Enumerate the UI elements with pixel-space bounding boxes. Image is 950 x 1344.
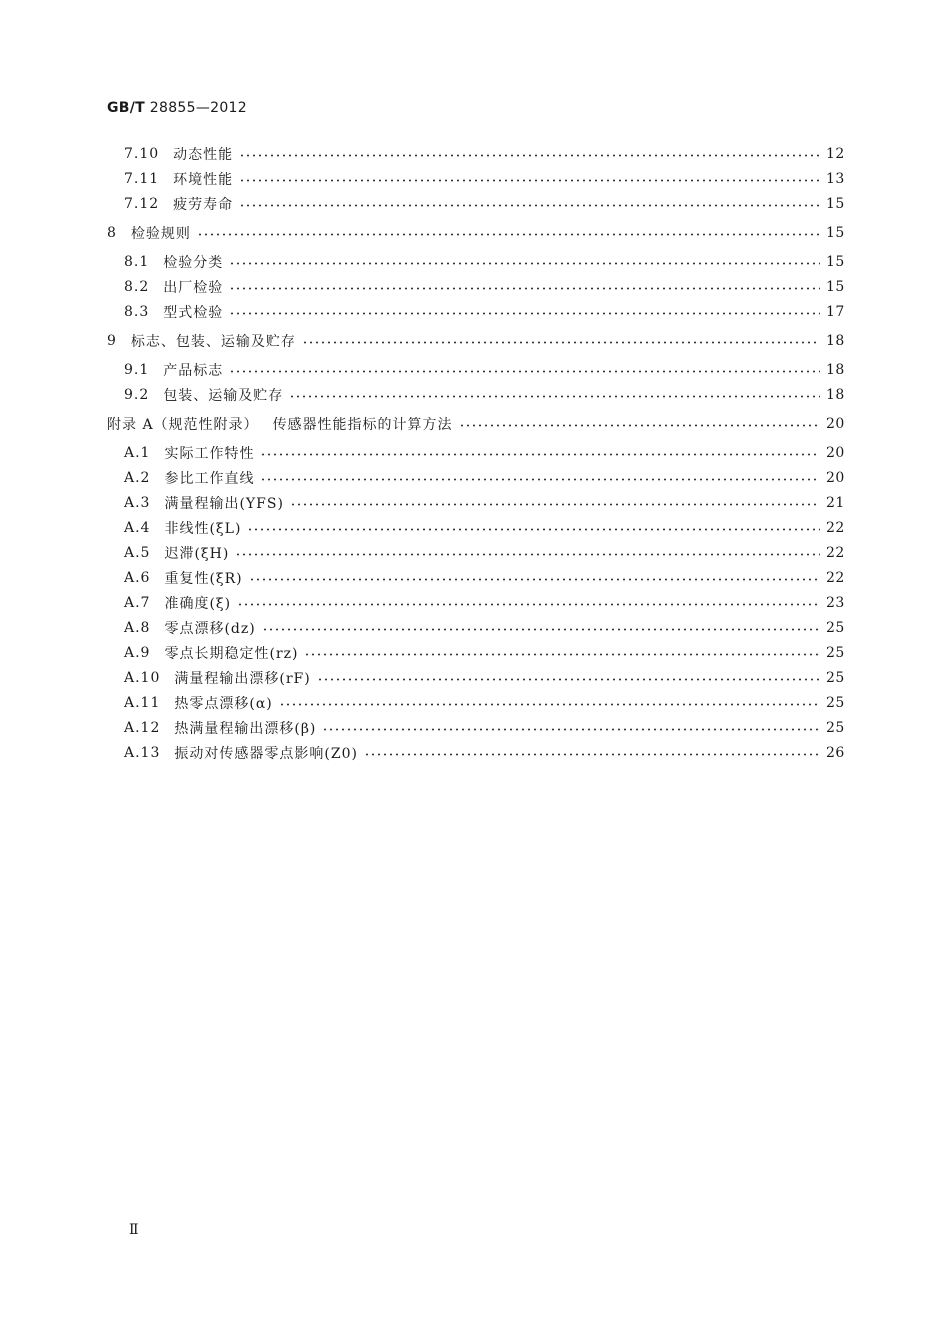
toc-entry[interactable]	[107, 565, 844, 590]
toc-entry-number: 7.11	[124, 170, 160, 187]
toc-entry-page: 20	[826, 415, 845, 432]
toc-entry[interactable]	[107, 515, 844, 540]
toc-entry-title: 振动对传感器零点影响(Z0)	[174, 745, 358, 762]
dot-leader	[229, 262, 820, 265]
toc-entry-number: A.7	[124, 594, 151, 611]
dot-leader	[260, 478, 820, 481]
toc-entry-number: A.6	[124, 569, 151, 586]
dot-leader	[229, 287, 820, 290]
toc-entry[interactable]	[107, 640, 844, 665]
toc-entry-page: 15	[826, 224, 845, 241]
toc-entry[interactable]	[107, 465, 844, 490]
toc-entry-page: 13	[826, 170, 845, 187]
toc-entry-number: A.3	[124, 494, 151, 511]
toc-entry-title: 产品标志	[163, 362, 224, 379]
toc-entry[interactable]	[107, 166, 844, 191]
toc-entry[interactable]	[107, 490, 844, 515]
toc-entry-number: 8.3	[124, 303, 150, 320]
toc-entry-number: 8.2	[124, 278, 150, 295]
toc-entry[interactable]	[107, 274, 844, 299]
dot-leader	[247, 528, 820, 531]
dot-leader	[239, 154, 820, 157]
toc-entry[interactable]	[107, 440, 844, 465]
toc-entry-page: 25	[826, 719, 845, 736]
toc-entry-page: 18	[826, 361, 845, 378]
toc-entry-title: 疲劳寿命	[173, 196, 234, 213]
dot-leader	[304, 653, 820, 656]
toc-entry-page: 22	[826, 544, 845, 561]
dot-leader	[237, 603, 820, 606]
toc-entry-number: 7.12	[124, 195, 160, 212]
toc-entry-page: 18	[826, 386, 845, 403]
toc-entry-page: 15	[826, 253, 845, 270]
toc-entry-number: A.10	[124, 669, 161, 686]
toc-entry-number: A.8	[124, 619, 151, 636]
dot-leader	[289, 395, 820, 398]
toc-entry-page: 20	[826, 444, 845, 461]
toc-entry-title: 热满量程输出漂移(β)	[174, 720, 317, 737]
toc-entry-title: 满量程输出漂移(rF)	[174, 670, 311, 687]
toc-entry[interactable]	[107, 141, 844, 166]
toc-entry[interactable]	[107, 411, 844, 436]
dot-leader	[197, 233, 820, 236]
toc-entry-number: A.4	[124, 519, 151, 536]
toc-entry[interactable]	[107, 299, 844, 324]
page-number: Ⅱ	[129, 1222, 139, 1238]
toc-entry[interactable]	[107, 382, 844, 407]
toc-entry-page: 25	[826, 694, 845, 711]
toc-entry-title: 参比工作直线	[164, 470, 255, 487]
toc-entry-title: 非线性(ξL)	[164, 520, 242, 537]
dot-leader	[239, 179, 820, 182]
toc-entry-page: 17	[826, 303, 845, 320]
toc-entry-page: 26	[826, 744, 845, 761]
toc-entry-title: 重复性(ξR)	[164, 570, 243, 587]
toc-entry-title: 迟滞(ξH)	[164, 545, 230, 562]
dot-leader	[317, 678, 820, 681]
toc-entry[interactable]	[107, 740, 844, 765]
toc-entry-title: 检验分类	[163, 254, 224, 271]
toc-entry-number: A.2	[124, 469, 151, 486]
toc-entry-title: 准确度(ξ)	[164, 595, 232, 612]
toc-entry-number: A.11	[124, 694, 161, 711]
toc-entry-title: 出厂检验	[163, 279, 224, 296]
toc-entry[interactable]	[107, 690, 844, 715]
toc-entry-title: 满量程输出(YFS)	[164, 495, 284, 512]
toc-entry-page: 15	[826, 195, 845, 212]
toc-entry-number: 附录 A（规范性附录）	[107, 416, 259, 433]
toc-entry-number: 8	[107, 224, 117, 241]
dot-leader	[279, 703, 820, 706]
dot-leader	[239, 204, 820, 207]
toc-entry-page: 25	[826, 669, 845, 686]
toc-entry-title: 传感器性能指标的计算方法	[272, 416, 453, 433]
toc-entry-page: 22	[826, 569, 845, 586]
dot-leader	[262, 628, 820, 631]
toc-entry-number: A.5	[124, 544, 151, 561]
toc-entry-title: 实际工作特性	[164, 445, 255, 462]
toc-entry-number: 9.1	[124, 361, 150, 378]
toc-entry-number: 9.2	[124, 386, 150, 403]
toc-entry-page: 21	[826, 494, 845, 511]
toc-entry[interactable]	[107, 357, 844, 382]
toc-entry-page: 25	[826, 644, 845, 661]
toc-entry-page: 12	[826, 145, 845, 162]
dot-leader	[302, 341, 820, 344]
toc-entry-title: 标志、包装、运输及贮存	[130, 333, 296, 350]
toc-entry[interactable]	[107, 715, 844, 740]
dot-leader	[459, 424, 820, 427]
toc-entry-title: 热零点漂移(α)	[174, 695, 273, 712]
toc-entry-title: 动态性能	[173, 146, 234, 163]
toc-entry-page: 15	[826, 278, 845, 295]
dot-leader	[260, 453, 820, 456]
toc-entry[interactable]	[107, 249, 844, 274]
toc-entry-title: 环境性能	[173, 171, 234, 188]
toc-entry-title: 型式检验	[163, 304, 224, 321]
toc-entry[interactable]	[107, 615, 844, 640]
toc-entry-number: A.9	[124, 644, 151, 661]
toc-entry-title: 零点长期稳定性(rz)	[164, 645, 299, 662]
toc-entry-number: 9	[107, 332, 117, 349]
toc-entry-title: 包装、运输及贮存	[163, 387, 284, 404]
dot-leader	[229, 370, 820, 373]
toc-entry-page: 25	[826, 619, 845, 636]
toc-entry-title: 检验规则	[130, 225, 191, 242]
toc-entry-page: 18	[826, 332, 845, 349]
standard-code-header	[107, 100, 247, 116]
toc-entry[interactable]	[107, 328, 844, 353]
toc-entry[interactable]	[107, 191, 844, 216]
dot-leader	[322, 728, 820, 731]
toc-entry[interactable]	[107, 590, 844, 615]
toc-entry-number: 8.1	[124, 253, 150, 270]
toc-entry-page: 23	[826, 594, 845, 611]
toc-entry[interactable]	[107, 220, 844, 245]
toc-entry-number: A.12	[124, 719, 161, 736]
dot-leader	[364, 753, 820, 756]
toc-entry[interactable]	[107, 540, 844, 565]
dot-leader	[290, 503, 820, 506]
standard-number: 28855—2012	[145, 100, 247, 116]
toc-entry-number: A.1	[124, 444, 151, 461]
dot-leader	[229, 312, 820, 315]
toc-entry-page: 22	[826, 519, 845, 536]
toc-entry-number: A.13	[124, 744, 161, 761]
toc-entry-number: 7.10	[124, 145, 160, 162]
dot-leader	[249, 578, 820, 581]
toc-entry-title: 零点漂移(dz)	[164, 620, 256, 637]
dot-leader	[235, 553, 820, 556]
toc-entry[interactable]	[107, 665, 844, 690]
toc-entry-page: 20	[826, 469, 845, 486]
standard-prefix: GB/T	[107, 100, 146, 116]
